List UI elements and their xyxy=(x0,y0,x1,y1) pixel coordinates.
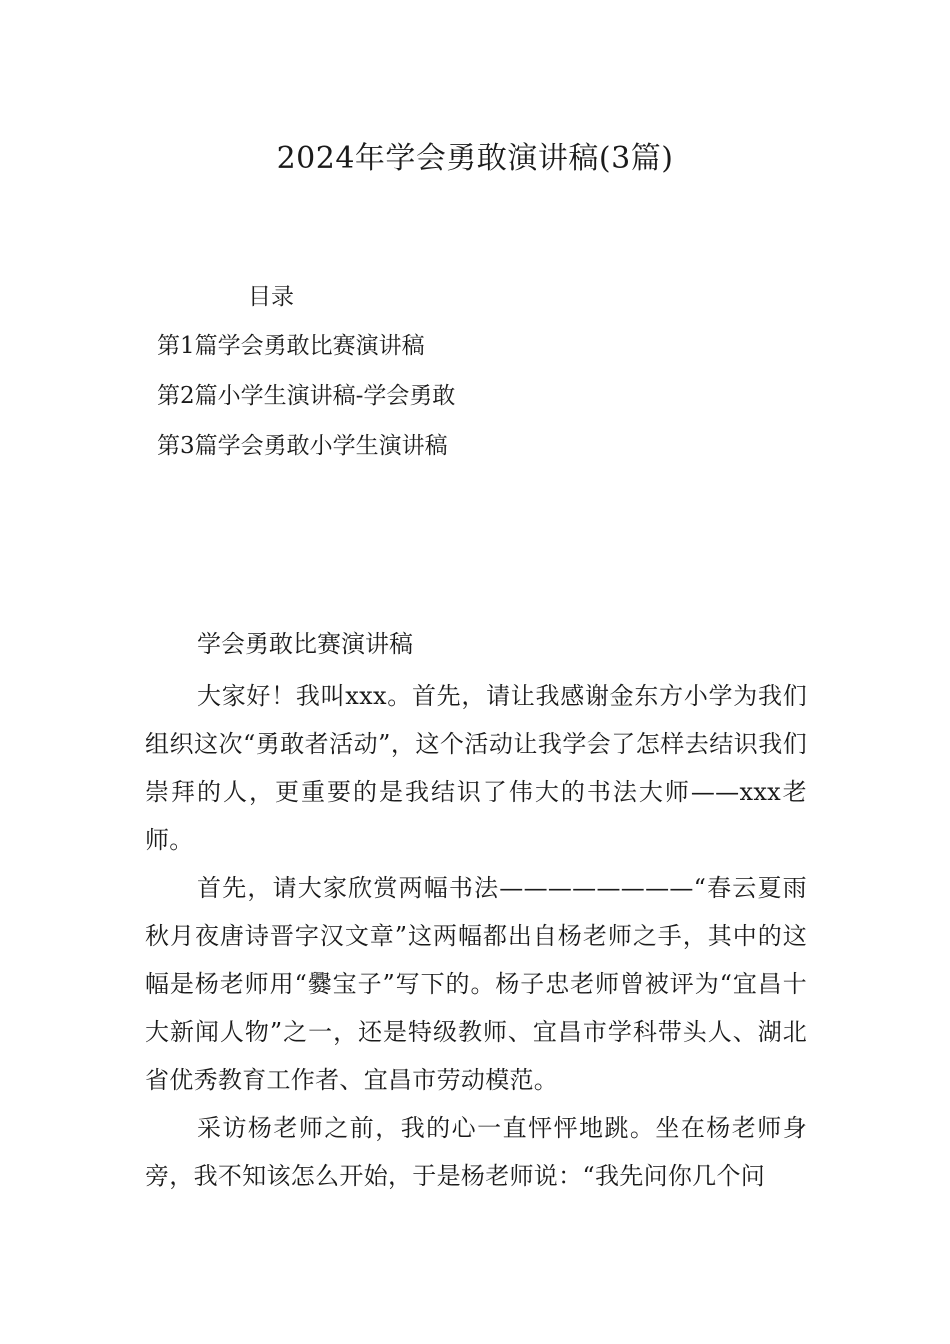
toc-list xyxy=(157,329,455,479)
article-paragraph-2: 首先，请大家欣赏两幅书法————————“春云夏雨秋月夜唐诗晋字汉文章”这两幅都出自杨老师之手，其中的这幅是杨老师用“爨宝子”写下的。杨子忠老师曾被评为“宜昌十大新闻人物”之一，还是特级教师、宜昌市学科带头人、湖北省优秀教育工作者、宜昌市劳动模范。 xyxy=(145,874,807,1094)
toc-item-1[interactable]: 第1篇学会勇敢比赛演讲稿 xyxy=(157,333,425,359)
article-paragraph-1: 大家好！我叫xxx。首先，请让我感谢金东方小学为我们组织这次“勇敢者活动”，这个活动让我学会了怎样去结识我们崇拜的人，更重要的是我结识了伟大的书法大师——xxx老师。 xyxy=(145,682,807,854)
article-title: 学会勇敢比赛演讲稿 xyxy=(197,630,413,658)
toc-item-2[interactable]: 第2篇小学生演讲稿-学会勇敢 xyxy=(157,383,456,409)
article-paragraph-3: 采访杨老师之前，我的心一直怦怦地跳。坐在杨老师身旁，我不知该怎么开始，于是杨老师说：“我先问你几个问 xyxy=(145,1114,807,1190)
toc-item-3[interactable]: 第3篇学会勇敢小学生演讲稿 xyxy=(157,433,448,459)
article xyxy=(145,624,807,1200)
document-title: 2024年学会勇敢演讲稿(3篇) xyxy=(276,141,674,176)
toc-heading: 目录 xyxy=(248,284,294,310)
